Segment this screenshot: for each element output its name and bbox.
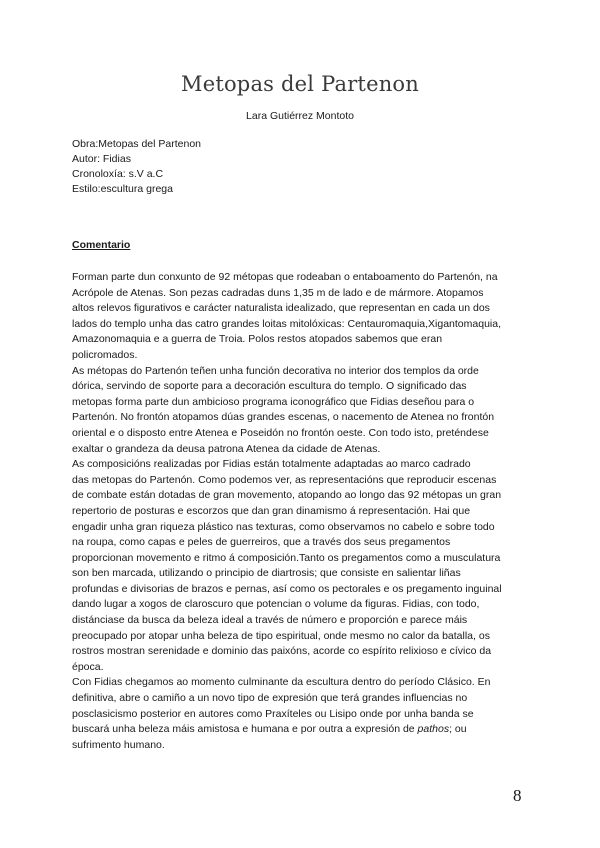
- body-line: dórica, servindo de soporte para a decoración escultura do templo. O significado das: [72, 380, 467, 393]
- document-title: Metopas del Partenon: [181, 72, 419, 96]
- body-line: As métopas do Partenón teñen unha función decorativa no interior dos templos da orde: [72, 364, 479, 377]
- body-line: [72, 722, 534, 738]
- body-line: distánciase da busca da beleza ideal a través de número e proporción e parece máis: [72, 614, 468, 627]
- body-line: son ben marcada, utilizando o principio de diartrosis; que consiste en salientar liñas: [72, 567, 461, 580]
- metadata-author: Autor: Fidias: [72, 153, 131, 165]
- page-number: 8: [513, 786, 522, 805]
- body-line: As composicións realizadas por Fidias están totalmente adaptadas ao marco cadrado: [72, 458, 471, 471]
- metadata-style: Estilo:escultura grega: [72, 183, 173, 195]
- section-heading: Comentario: [72, 239, 131, 251]
- body-line: engadir unha gran riqueza plástico nas texturas, como observamos no cabelo e sobre todo: [72, 520, 495, 533]
- commentary-body: [72, 270, 534, 753]
- body-line: lados do templo unha das catro grandes loitas mitolóxicas: Centauromaquia,Xigantomaquia,: [72, 317, 502, 330]
- body-line: dando lugar a xogos de claroscuro que potencian o volume da figuras. Fidias, con todo,: [72, 598, 480, 611]
- metadata-work: Obra:Metopas del Partenon: [72, 138, 201, 150]
- body-line: posclasicismo posterior en autores como Praxíteles ou Lisipo onde por unha banda se: [72, 707, 474, 720]
- body-line: oriental e o disposto entre Atenea e Poseidón no frontón oeste. Con todo isto, preténdese: [72, 426, 489, 439]
- body-line: sufrimento humano.: [72, 738, 165, 751]
- body-line: na roupa, como capas e peles de guerreiros, que a través dos seus pregamentos: [72, 536, 451, 549]
- metadata-chronology: Cronoloxía: s.V a.C: [72, 168, 164, 180]
- body-line: profundas e divisorias de brazos e pernas, así como os pectorales e os pregamento inguinal: [72, 582, 502, 595]
- body-line: rostros mostran serenidade e dominio das paixóns, acorde co espírito relixioso e cívico da: [72, 645, 492, 658]
- body-line: Acrópole de Atenas. Son pezas cadradas duns 1,35 m de lado e de mármore. Atopamos: [72, 286, 484, 299]
- body-line: preocupado por atopar unha beleza de tipo espiritual, onde mesmo no calor da batalla, os: [72, 629, 490, 642]
- body-line: metopas forma parte dun ambicioso programa iconográfico que Fidias deseñou para o: [72, 395, 475, 408]
- body-line: policromados.: [72, 348, 138, 361]
- body-line: Con Fidias chegamos ao momento culminante da escultura dentro do período Clásico. En: [72, 676, 491, 689]
- author-name: Lara Gutiérrez Montoto: [246, 110, 354, 122]
- body-line: Forman parte dun conxunto de 92 métopas que rodeaban o entaboamento do Partenón, na: [72, 271, 498, 283]
- italic-term: pathos: [417, 723, 450, 736]
- body-line: Partenón. No frontón atopamos dúas grandes escenas, o nacemento de Atenea no frontón: [72, 411, 495, 424]
- body-line: Amazonomaquia e a guerra de Troia. Polos restos atopados sabemos que eran: [72, 333, 443, 346]
- body-line: exaltar o grandeza da deusa patrona Atenea da cidade de Atenas.: [72, 442, 381, 455]
- body-text-span: ; ou: [449, 723, 467, 736]
- body-line: das metopas do Partenón. Como podemos ver, as representacións que reproducir escenas: [72, 473, 497, 486]
- body-line: época.: [72, 660, 104, 673]
- body-line: definitiva, abre o camiño a un novo tipo de expresión que terá grandes influencias no: [72, 692, 468, 705]
- body-line: altos relevos figurativos e carácter naturalista idealizado, que representan en cada un dos: [72, 302, 490, 315]
- body-text-span: buscará unha beleza máis amistosa e humana e por outra a expresión de: [72, 723, 418, 736]
- body-line: repertorio de posturas e escorzos que dan gran dinamismo á representación. Hai que: [72, 504, 471, 517]
- body-line: de combate están dotadas de gran movemento, atopando ao longo das 92 métopas un gran: [72, 489, 502, 502]
- artwork-metadata: [72, 137, 201, 197]
- body-line: proporcionan movemento e ritmo á composición.Tanto os pregamentos como a musculatura: [72, 551, 501, 564]
